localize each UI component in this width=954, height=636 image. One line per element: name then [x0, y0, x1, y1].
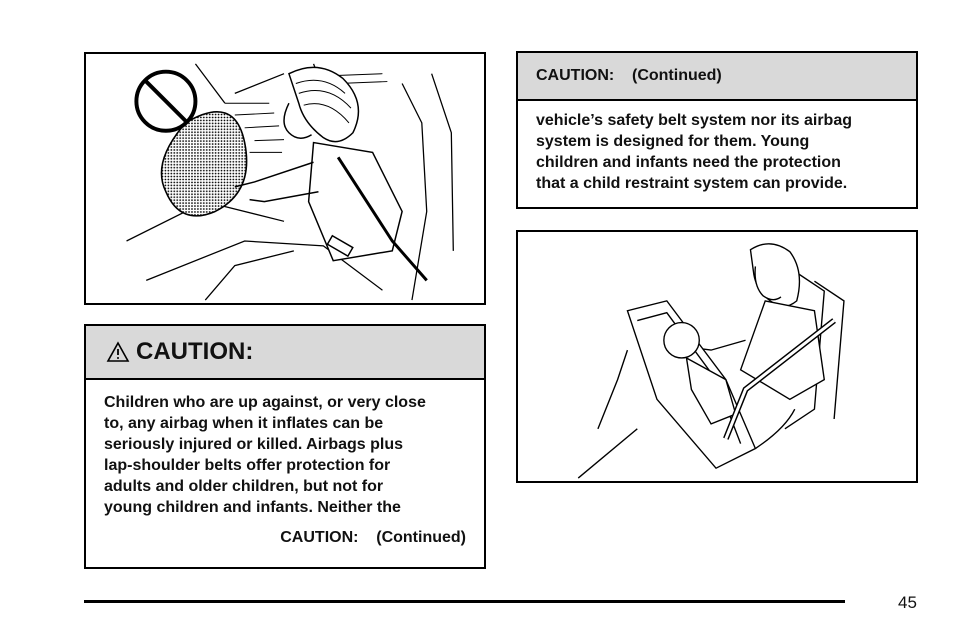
caution-continued-title: CAUTION: (Continued)	[536, 67, 722, 84]
caution-header	[86, 326, 484, 380]
airbag-drawing	[86, 54, 484, 303]
caution-box	[84, 324, 486, 569]
caution-continued-box	[516, 51, 918, 209]
caution-body: Children who are up against, or very close to, any airbag when it inflates can be seriously injured or killed. Airbags plus lap-shoulder belts offer protection for adults and older children, but not for young children and infants. Neither the	[104, 394, 426, 516]
airbag-illustration	[84, 52, 486, 305]
footer-rule	[84, 600, 845, 603]
no-symbol-icon	[136, 72, 195, 131]
caution-continued-body: vehicle’s safety belt system nor its airbag system is designed for them. Young children and infants need the protection that a child restraint system can provide.	[536, 112, 852, 192]
child-restraint-illustration	[516, 230, 918, 483]
warning-triangle-icon	[106, 341, 130, 363]
page-number: 45	[898, 593, 917, 612]
child-seat-drawing	[518, 232, 916, 481]
caution-continued-label: CAUTION: (Continued)	[280, 529, 466, 546]
caution-title: CAUTION:	[136, 338, 254, 365]
caution-continued-header	[518, 53, 916, 101]
